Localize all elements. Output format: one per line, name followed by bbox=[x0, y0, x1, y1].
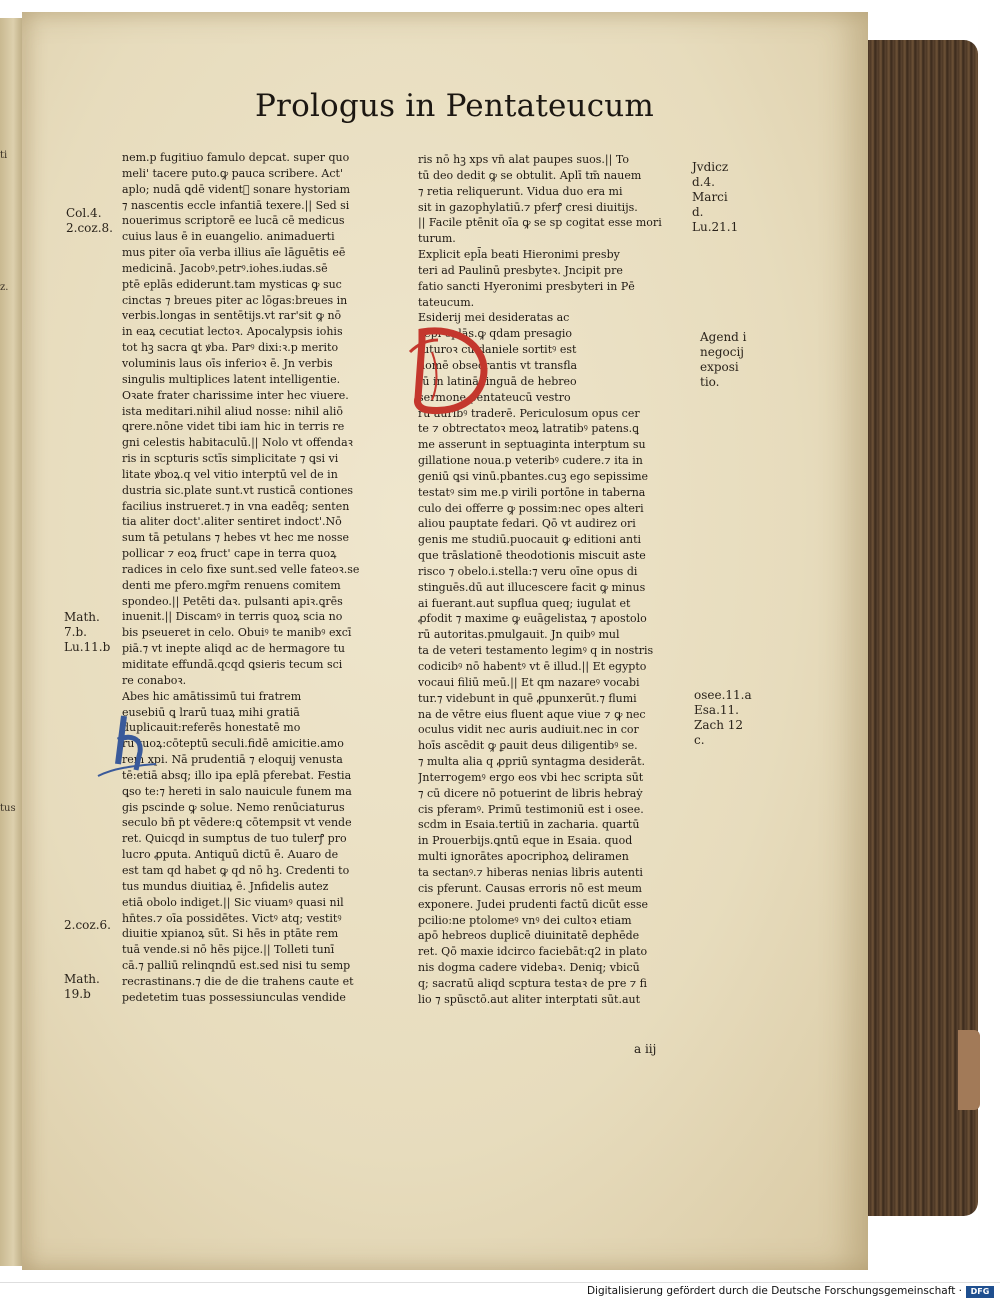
text-line: nem.p fugitiuo famulo depcat. super quo bbox=[122, 151, 350, 164]
text-line: sum tā petulans ⁊ hebes vt hec me nosse bbox=[122, 531, 350, 545]
text-line: bis pseueret in celo. Obuiꝰ te manibꝰ excī bbox=[122, 626, 352, 640]
text-line: meli' tacere puto.ꝙ pauca scribere. Act' bbox=[122, 166, 343, 180]
text-line: ꝗrere.nōne videt tibi iam hic in terris re bbox=[122, 420, 345, 434]
text-line: codicibꝰ nō habentꝰ vt ē illud.|| Et egypto bbox=[418, 660, 647, 673]
text-line: nis dogma cadere videbaꝛ. Deniq; vbicū bbox=[418, 961, 640, 975]
text-line: etiā obolo indiget.|| Sic viuamꝰ quasi nil bbox=[122, 895, 344, 909]
left-edge-fragment: ti bbox=[0, 150, 8, 161]
text-line: in Prouerbijs.ꝗntū eque in Esaia. quod bbox=[418, 834, 633, 848]
text-line: ⁊ cū dicere nō potuerint de libris hebraẏ bbox=[418, 786, 643, 800]
text-line: ⁊ nascentis eccle infantiā texere.|| Sed si bbox=[122, 198, 350, 212]
text-line: multi ignorātes apocriphoꝝ deliramen bbox=[418, 850, 629, 864]
text-line: geniū ꝗsi vinū.pbantes.cuꝫ ego sepissime bbox=[418, 469, 649, 483]
text-line: est tam qd habet ꝙ qd nō hꝫ. Credenti to bbox=[122, 863, 350, 877]
text-line: singulis multiplices latent intelligentie. bbox=[122, 372, 341, 386]
folio-signature: a iij bbox=[634, 1042, 657, 1056]
text-line: Abes hic amātissimū tui fratrem bbox=[122, 689, 302, 703]
text-line: aliou pauptate fedari. Qō vt audirez ori bbox=[418, 517, 636, 531]
text-line: culo dei offerre ꝙ possim:nec opes alteri bbox=[418, 501, 644, 515]
margin-note-left: Math. 7.b. Lu.11.b bbox=[64, 610, 111, 654]
text-line: voluminis laus oīs inferioꝛ ē. Jn verbis bbox=[122, 356, 333, 370]
text-line: re conaboꝛ. bbox=[122, 673, 187, 687]
text-line: stinguēs.dū aut illucescere facit ꝙ minus bbox=[418, 580, 646, 594]
text-line: gis pscinde ꝙ solue. Nemo renūciaturus bbox=[122, 800, 345, 814]
text-line: Esiderij mei desideratas ac bbox=[418, 311, 570, 325]
text-line: verbis.longas in sentētijs.vt rar'sit ꝙ nō bbox=[122, 309, 342, 323]
text-line: fatio sancti Hyeronimi presbyteri in Pē bbox=[418, 279, 635, 293]
margin-note-left: 2.coz.6. bbox=[64, 918, 111, 932]
rubricated-initial-d bbox=[398, 322, 494, 418]
margin-note-right: Jvdicz d.4. Marci d. Lu.21.1 bbox=[692, 160, 739, 234]
text-line: exponere. Judei prudenti factū dicūt esse bbox=[418, 897, 649, 911]
text-line: tus mundus diuitiaꝝ ē. Jnfidelis autez bbox=[122, 879, 329, 893]
text-line: scdm in Esaia.tertiū in zacharia. quartū bbox=[418, 818, 640, 832]
text-line: recrastinans.⁊ die de die trahens caute et bbox=[122, 974, 354, 988]
text-line: denti me pfero.mgr̄m renuens comitem bbox=[122, 578, 341, 592]
text-line: ta de veteri testamento legimꝰ q in nostris bbox=[418, 644, 654, 658]
text-line: futuroꝛ cū daniele sortitꝰ est bbox=[418, 343, 577, 357]
text-line: in eaꝝ cecutiat lectoꝛ. Apocalypsis iohis bbox=[122, 325, 343, 339]
margin-note-right: Agend i negocij exposi tio. bbox=[700, 330, 747, 389]
text-line: rū autoritas.pmulgauit. Jn quibꝰ mul bbox=[418, 628, 620, 642]
margin-note-left: Math. 19.b bbox=[64, 972, 100, 1001]
text-line: cuius laus ē in euangelio. animaduerti bbox=[122, 230, 335, 244]
text-column-right bbox=[418, 152, 690, 1008]
text-line: tot hꝫ sacra ꝗt ꝟba. Parꝰ dixi:ꝛ.p merito bbox=[122, 341, 339, 355]
text-line: medicinā. Jacobꝰ.petrꝰ.iohes.iudas.sē bbox=[122, 261, 328, 275]
text-line: rū tuoꝝ:cōteptū seculi.fidē amicitie.amo bbox=[122, 737, 344, 751]
text-line: seculo bn̄ pt vēdere:ꝗ cōtempsit vt vende bbox=[122, 816, 352, 830]
text-line: vocaui filiū meū.|| Et qm nazareꝰ vocabi bbox=[418, 675, 640, 689]
text-line: pedetetim tuas possessiunculas vendide bbox=[122, 990, 346, 1004]
dfg-logo: DFG bbox=[966, 1286, 994, 1298]
text-line: lucro ꝓputa. Antiquū dictū ē. Auaro de bbox=[122, 848, 339, 862]
text-line: litate ꝟboꝝ.q vel vitio interptū vel de in bbox=[122, 467, 338, 481]
text-line: genis me studiū.puocauit ꝙ editioni anti bbox=[418, 533, 642, 547]
text-line: tū deo dedit ꝙ se obtulit. Aplī tm̄ nauem bbox=[418, 168, 642, 182]
text-line: te ⁊ obtrectatoꝛ meoꝝ latratibꝰ patens.ꝗ bbox=[418, 422, 639, 436]
text-line: risco ⁊ obelo.i.stella:⁊ veru oīne opus di bbox=[418, 564, 638, 578]
text-line: dustria sic.plate sunt.vt rusticā contiones bbox=[122, 483, 354, 497]
text-line: ista meditari.nihil aliud nosse: nihil aliō bbox=[122, 404, 343, 418]
text-line: que trāslationē theodotionis miscuit aste bbox=[418, 549, 646, 563]
text-line: mus piter oīa verba illius aīe lāguētis eē bbox=[122, 246, 346, 260]
text-line: duplicauit:referēs honestatē mo bbox=[122, 721, 301, 735]
text-line: cinctas ⁊ breues piter ac lōgas:breues in bbox=[122, 293, 348, 307]
text-line: cis pferunt. Causas erroris nō est meum bbox=[418, 881, 642, 895]
text-line: nomē obsecrantis vt transfla bbox=[418, 358, 578, 372]
text-line: ꝗso te:⁊ hereti in salo nauicule funem ma bbox=[122, 784, 352, 798]
text-line: rem xpi. Nā prudentiā ⁊ eloquij venusta bbox=[122, 753, 343, 767]
text-line: facilius instrueret.⁊ in vna eadēq; senten bbox=[122, 499, 350, 513]
text-line: q; sacratū aliqd scptura testaꝛ de pre ⁊ fi bbox=[418, 976, 648, 990]
book-edge-tab bbox=[958, 1030, 980, 1110]
text-line: ris in scpturis sctīs simplicitate ⁊ ꝗsi vi bbox=[122, 452, 339, 466]
text-line: Explicit epl̄a beati Hieronimi presby bbox=[418, 248, 620, 262]
text-line: sermone pentateucū vestro bbox=[418, 390, 571, 404]
text-line: spondeo.|| Petēti daꝛ. pulsanti apiꝛ.ꝗrēs bbox=[122, 594, 343, 608]
left-edge-fragment: tus bbox=[0, 803, 16, 814]
text-line: eusebiū ꝗ lrarū tuaꝝ mihi gratiā bbox=[122, 705, 300, 719]
footer-credit: Digitalisierung gefördert durch die Deutsche Forschungsgemeinschaft · bbox=[586, 1285, 962, 1297]
text-line: pollicar ⁊ eoꝝ fruct' cape in terra quoꝝ bbox=[122, 547, 337, 561]
text-line: ret. Qō maxie idcirco faciebāt:q2 in plato bbox=[418, 945, 648, 959]
text-line: hoīs ascēdit ꝙ ꝑauit deus diligentibꝰ se. bbox=[418, 739, 638, 753]
text-line: radices in celo fixe sunt.sed velle fateoꝛ.se bbox=[122, 562, 360, 576]
text-line: ⁊ retia reliquerunt. Vidua duo era mi bbox=[418, 184, 623, 198]
text-line: turum. bbox=[418, 232, 456, 246]
text-line: piā.⁊ vt inepte aliqd ac de hermagore tu bbox=[122, 642, 346, 656]
text-line: cis pferamꝰ. Primū testimoniū est i osee. bbox=[418, 802, 644, 816]
text-line: teri ad Paulinū presbyteꝛ. Jncipit pre bbox=[418, 263, 623, 277]
text-line: nouerimus scriptorē ee lucā cē medicus bbox=[122, 214, 345, 228]
margin-note-right: osee.11.a Esa.11. Zach 12 c. bbox=[694, 688, 752, 747]
margin-note-left: Col.4. 2.coz.8. bbox=[66, 206, 113, 235]
text-line: ris nō hꝫ xps vn̄ alat paupes suos.|| To bbox=[418, 153, 629, 166]
text-line: inuenit.|| Discamꝰ in terris quoꝝ scia no bbox=[122, 610, 343, 624]
text-line: Oꝛate frater charissime inter hec viuere. bbox=[122, 388, 349, 402]
text-line: gni celestis habitaculū.|| Nolo vt offendaꝛ bbox=[122, 436, 353, 450]
text-line: apō hebreos duplicē diuinitatē dephēde bbox=[418, 929, 640, 943]
text-line: tur.⁊ videbunt in quē ꝓpunxerūt.⁊ flumi bbox=[418, 691, 637, 705]
text-line: tia aliter doct'.aliter sentiret indoct'.Nō bbox=[122, 515, 342, 529]
text-line: ta sectanꝰ.⁊ hiberas nenias libris autenti bbox=[418, 865, 643, 879]
text-line: tē:etiā absq; illo ipa eplā pferebat. Festia bbox=[122, 768, 352, 782]
text-line: hn̄tes.⁊ oīa possidētes. Victꝰ atq; vestitꝰ bbox=[122, 911, 342, 925]
rubricated-initial-h bbox=[96, 710, 166, 780]
text-line: cepi eplās.ꝙ qdam presagio bbox=[418, 327, 573, 341]
text-line: sit in gazophylatiū.⁊ pferꝭ cresi diuitijs. bbox=[418, 200, 638, 214]
text-line: gillatione noua.p veteribꝰ cudere.⁊ ita in bbox=[418, 454, 643, 468]
text-line: ꝓfodit ⁊ maxime ꝙ euāgelistaꝝ ⁊ apostolo bbox=[418, 612, 647, 626]
text-line: tū in latinā linguā de hebreo bbox=[418, 374, 577, 388]
text-line: ⁊ multa alia q ꝓpriū syntagma desiderāt. bbox=[418, 755, 646, 769]
text-line: || Facile ptēnit oīa ꝙ se sp cogitat esse mori bbox=[418, 216, 662, 230]
text-line: aplo; nudā ꝗdē videntᷓ sonare hystoriam bbox=[122, 182, 351, 196]
text-line: ai fuerant.aut supflua queq; iugulat et bbox=[418, 596, 631, 610]
text-line: oculus vidit nec auris audiuit.nec in cor bbox=[418, 723, 639, 737]
text-line: miditate effundā.qcqd ꝗsieris tecum sci bbox=[122, 658, 343, 671]
text-line: diuitie xpianoꝝ sūt. Si hēs in ptāte rem bbox=[122, 927, 339, 941]
text-line: pcilio:ne ptolomeꝰ vnꝰ dei cultoꝛ etiam bbox=[418, 913, 632, 927]
left-edge-fragment: z. bbox=[0, 282, 9, 293]
text-line: me asserunt in septuaginta interptum su bbox=[418, 438, 646, 452]
text-line: rū auribꝰ traderē. Periculosum opus cer bbox=[418, 406, 640, 420]
text-line: testatꝰ sim me.p virili portōne in taberna bbox=[418, 485, 646, 499]
text-line: na de vētre eius fluent aque viue ⁊ ꝙ nec bbox=[418, 707, 646, 721]
running-head: Prologus in Pentateucum bbox=[255, 88, 655, 124]
text-line: tateucum. bbox=[418, 295, 475, 309]
text-line: lio ⁊ spūsctō.aut aliter interptati sūt.aut bbox=[418, 992, 641, 1006]
text-line: ptē eplās ediderunt.tam mysticas ꝙ suc bbox=[122, 277, 342, 291]
footer-bar bbox=[0, 1282, 1000, 1301]
text-line: Jnterrogemꝰ ergo eos vbi hec scripta sūt bbox=[418, 770, 644, 784]
text-line: tuā vende.si nō hēs pijce.|| Tolleti tunī bbox=[122, 943, 335, 957]
text-line: ret. Quicqd in sumptus de tuo tulerꝭ pro bbox=[122, 832, 347, 846]
text-line: cā.⁊ palliū relinqndū est.sed nisi tu semp bbox=[122, 959, 351, 973]
text-column-left bbox=[122, 150, 400, 1006]
